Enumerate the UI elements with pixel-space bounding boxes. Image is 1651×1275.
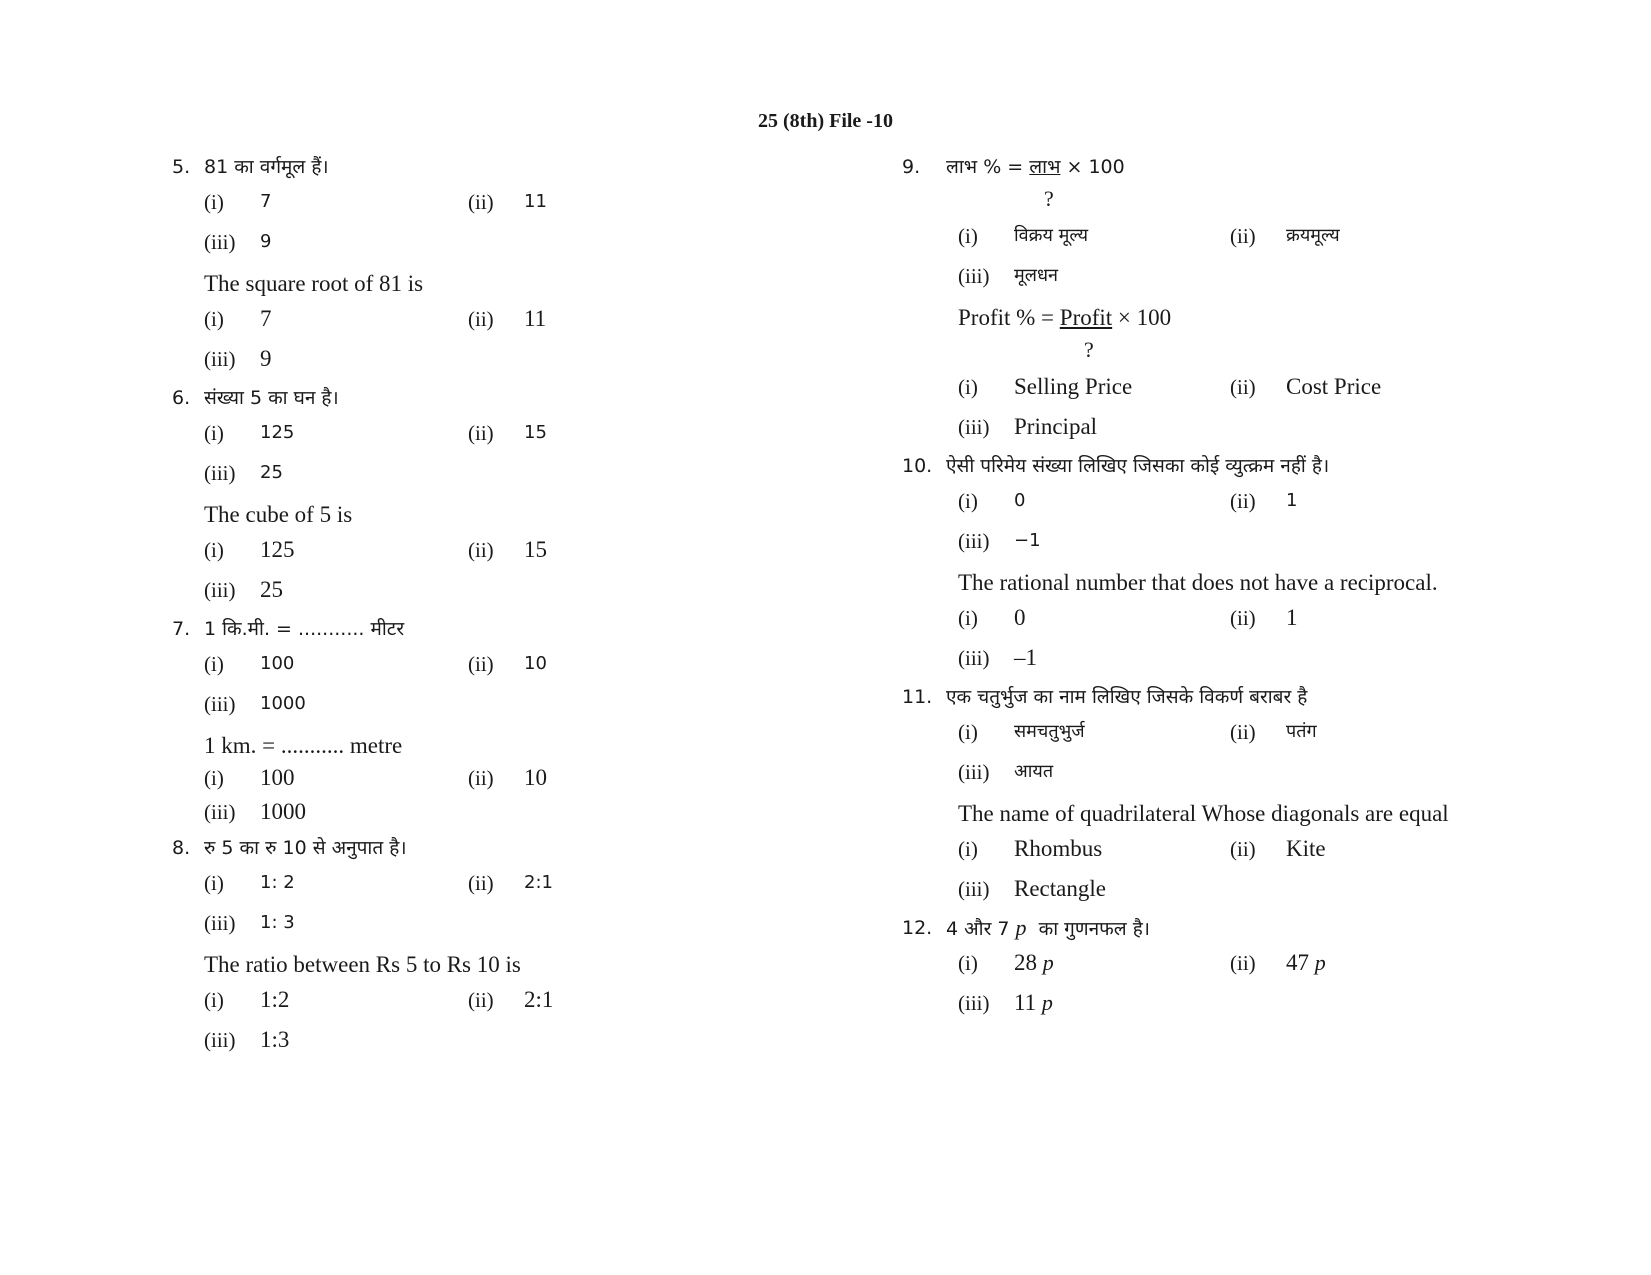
formula-lhs: Profit % = [958, 305, 1055, 330]
option-label: (ii) [468, 421, 494, 445]
formula-rhs: × 100 [1117, 305, 1172, 330]
option-label: (iii) [958, 264, 990, 288]
option-label: (ii) [1230, 224, 1256, 248]
option-value: 25 [260, 577, 283, 602]
question-number: 5. [172, 156, 191, 178]
option-value: Cost Price [1286, 374, 1382, 399]
option-value: 125 [260, 422, 295, 443]
option-value: 125 [260, 537, 295, 562]
option-value: Kite [1286, 836, 1326, 861]
option-label: (iii) [204, 1028, 236, 1052]
option-value: 11 p [1014, 990, 1053, 1015]
option-value: विक्रय मूल्य [1014, 225, 1089, 246]
formula-lhs: लाभ % = [946, 156, 1024, 178]
option-label: (i) [958, 720, 978, 744]
option-value: Principal [1014, 414, 1098, 439]
options-hindi [958, 216, 1574, 296]
option-value: समचतुभुर्ज [1014, 721, 1085, 742]
question-text-english: The square root of 81 is [204, 271, 424, 296]
question-10 [902, 451, 1574, 481]
question-part: का गुणनफल है। [1038, 918, 1151, 940]
option-label: (i) [958, 375, 978, 399]
option-label: (ii) [1230, 720, 1256, 744]
option-value: 9 [260, 231, 272, 252]
option-label: (i) [958, 489, 978, 513]
option-label: (ii) [468, 652, 494, 676]
question-8 [172, 833, 732, 863]
options-hindi [204, 863, 732, 943]
question-number: 7. [172, 618, 191, 640]
options-hindi [958, 712, 1574, 792]
option-value: 11 [524, 191, 547, 212]
option-label: (ii) [1230, 951, 1256, 975]
option-value: 1000 [260, 799, 306, 824]
option-label: (iii) [204, 692, 236, 716]
options-hindi [204, 182, 732, 262]
options-english [958, 598, 1574, 678]
option-label: (i) [204, 538, 224, 562]
option-value: 1000 [260, 693, 306, 714]
question-11 [902, 682, 1574, 712]
option-label: (iii) [958, 646, 990, 670]
options-english [958, 829, 1574, 909]
option-label: (ii) [468, 988, 494, 1012]
question-number: 9. [902, 156, 921, 178]
option-label: (iii) [204, 578, 236, 602]
option-value: 9 [260, 346, 272, 371]
question-5 [172, 152, 732, 182]
question-text-hindi: एक चतुर्भुज का नाम लिखिए जिसके विकर्ण बराबर है [946, 686, 1308, 708]
option-label: (iii) [958, 529, 990, 553]
option-value: 10 [524, 765, 547, 790]
option-label: (ii) [468, 190, 494, 214]
option-value: आयत [1014, 761, 1054, 782]
question-text-english: The ratio between Rs 5 to Rs 10 is [204, 952, 521, 977]
option-label: (ii) [468, 766, 494, 790]
question-text-hindi [946, 152, 1125, 182]
option-value: 1:2 [260, 987, 290, 1012]
options-english [204, 299, 732, 379]
option-value: 7 [260, 191, 272, 212]
formula-rhs: × 100 [1066, 156, 1125, 178]
option-value: 1: 2 [260, 872, 295, 893]
options-hindi [204, 413, 732, 493]
option-label: (i) [958, 606, 978, 630]
options-english [204, 761, 732, 829]
option-label: (i) [204, 766, 224, 790]
option-value: 1 [1286, 605, 1298, 630]
option-value: −1 [1014, 530, 1041, 551]
question-6 [172, 383, 732, 413]
option-value: 10 [524, 653, 547, 674]
question-text-hindi: 1 कि.मी. = ........... मीटर [204, 618, 405, 640]
formula-denominator: ? [1044, 186, 1054, 211]
option-value: 15 [524, 537, 547, 562]
options-hindi [204, 644, 732, 724]
page-header: 25 (8th) File -10 [758, 110, 893, 132]
option-value: 0 [1014, 605, 1026, 630]
option-value: 25 [260, 462, 283, 483]
question-text-hindi: रु 5 का रु 10 से अनुपात है। [204, 837, 407, 859]
question-text-hindi: ऐसी परिमेय संख्या लिखिए जिसका कोई व्युत्क्रम नहीं है। [946, 455, 1330, 477]
option-label: (i) [958, 837, 978, 861]
option-value: 1 [1286, 490, 1298, 511]
option-value: 100 [260, 653, 295, 674]
option-value: 1:3 [260, 1027, 290, 1052]
option-value: –1 [1014, 645, 1037, 670]
question-number: 12. [902, 917, 933, 939]
formula-numerator: लाभ [1029, 156, 1061, 178]
option-value: 2:1 [524, 872, 553, 893]
question-text-hindi: संख्या 5 का घन है। [204, 387, 339, 409]
option-label: (ii) [468, 307, 494, 331]
option-label: (iii) [958, 991, 990, 1015]
option-label: (i) [204, 652, 224, 676]
variable-p: p [1015, 915, 1027, 940]
question-text-english: The name of quadrilateral Whose diagonals are equal [958, 801, 1449, 826]
option-label: (i) [204, 988, 224, 1012]
option-value: 11 [524, 306, 547, 331]
option-value: 7 [260, 306, 272, 331]
question-number: 8. [172, 837, 191, 859]
option-label: (i) [204, 190, 224, 214]
option-label: (i) [958, 224, 978, 248]
option-value: 2:1 [524, 987, 554, 1012]
option-label: (i) [958, 951, 978, 975]
option-value: Rectangle [1014, 876, 1106, 901]
question-text-english [958, 303, 1574, 333]
options-hindi [958, 481, 1574, 561]
option-label: (iii) [204, 230, 236, 254]
option-label: (iii) [958, 415, 990, 439]
options [958, 943, 1574, 1023]
option-label: (ii) [468, 871, 494, 895]
option-label: (i) [204, 307, 224, 331]
question-text-english: The cube of 5 is [204, 502, 353, 527]
option-value: Rhombus [1014, 836, 1103, 861]
formula-denominator: ? [1084, 337, 1094, 362]
right-column [902, 148, 1574, 1023]
question-number: 10. [902, 455, 933, 477]
option-value: 28 p [1014, 950, 1054, 975]
option-value: Selling Price [1014, 374, 1133, 399]
question-7 [172, 614, 732, 644]
option-value: क्रयमूल्य [1286, 225, 1340, 246]
option-label: (ii) [1230, 837, 1256, 861]
option-label: (iii) [204, 347, 236, 371]
option-label: (i) [204, 871, 224, 895]
question-12 [902, 913, 1574, 943]
left-column [172, 148, 732, 1060]
option-label: (i) [204, 421, 224, 445]
question-number: 11. [902, 686, 933, 708]
option-value: 15 [524, 422, 547, 443]
option-value: 100 [260, 765, 295, 790]
question-text-hindi: 81 का वर्गमूल हैं। [204, 156, 329, 178]
option-label: (iii) [204, 800, 236, 824]
option-label: (iii) [204, 911, 236, 935]
option-label: (ii) [1230, 489, 1256, 513]
question-9 [902, 152, 1574, 182]
formula-numerator: Profit [1059, 305, 1113, 330]
option-value: 47 p [1286, 950, 1326, 975]
question-text-english: The rational number that does not have a reciprocal. [958, 570, 1438, 595]
option-value: मूलधन [1014, 265, 1059, 286]
option-value: 1: 3 [260, 912, 295, 933]
options-english [958, 367, 1574, 447]
option-label: (ii) [1230, 606, 1256, 630]
options-english [204, 530, 732, 610]
options-english [204, 980, 732, 1060]
question-text-english: 1 km. = ........... metre [204, 733, 403, 758]
option-label: (ii) [468, 538, 494, 562]
option-label: (iii) [958, 877, 990, 901]
option-value: पतंग [1286, 721, 1317, 742]
question-number: 6. [172, 387, 191, 409]
question-part: 4 और 7 [946, 918, 1010, 940]
option-label: (ii) [1230, 375, 1256, 399]
option-value: 0 [1014, 490, 1026, 511]
option-label: (iii) [204, 461, 236, 485]
question-text-hindi [946, 913, 1150, 943]
option-label: (iii) [958, 760, 990, 784]
